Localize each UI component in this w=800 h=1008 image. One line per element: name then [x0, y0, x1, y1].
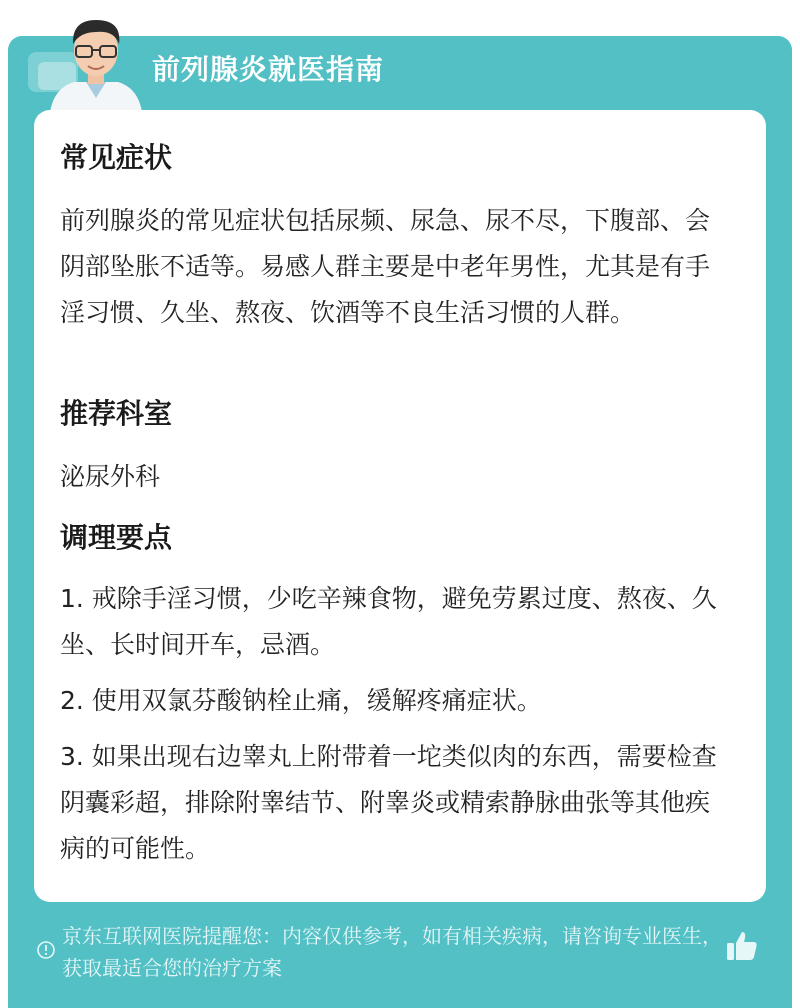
section-title-symptoms: 常见症状 — [60, 141, 173, 174]
info-icon — [36, 940, 56, 960]
disclaimer-text: 京东互联网医院提醒您：内容仅供参考，如有相关疾病，请咨询专业医生，获取最适合您的治疗方案 — [62, 924, 722, 980]
page-title: 前列腺炎就医指南 — [152, 53, 385, 86]
thumbs-up-icon[interactable] — [724, 928, 760, 964]
department-text: 泌尿外科 — [60, 462, 161, 491]
doctor-avatar-icon — [44, 8, 148, 112]
section-title-department: 推荐科室 — [60, 397, 173, 430]
symptoms-text: 前列腺炎的常见症状包括尿频、尿急、尿不尽，下腹部、会阴部坠胀不适等。易感人群主要是中老年男性，尤其是有手淫习惯、久坐、熬夜、饮酒等不良生活习惯的人群。 — [60, 206, 711, 327]
care-item-3: 3. 如果出现右边睾丸上附带着一坨类似肉的东西，需要检查阴囊彩超，排除附睾结节、附睾炎或精索静脉曲张等其他疾病的可能性。 — [60, 742, 717, 863]
care-item-2: 2. 使用双氯芬酸钠栓止痛，缓解疼痛症状。 — [60, 686, 542, 715]
care-item-1: 1. 戒除手淫习惯，少吃辛辣食物，避免劳累过度、熬夜、久坐、长时间开车，忌酒。 — [60, 584, 717, 659]
section-title-care: 调理要点 — [60, 521, 173, 554]
